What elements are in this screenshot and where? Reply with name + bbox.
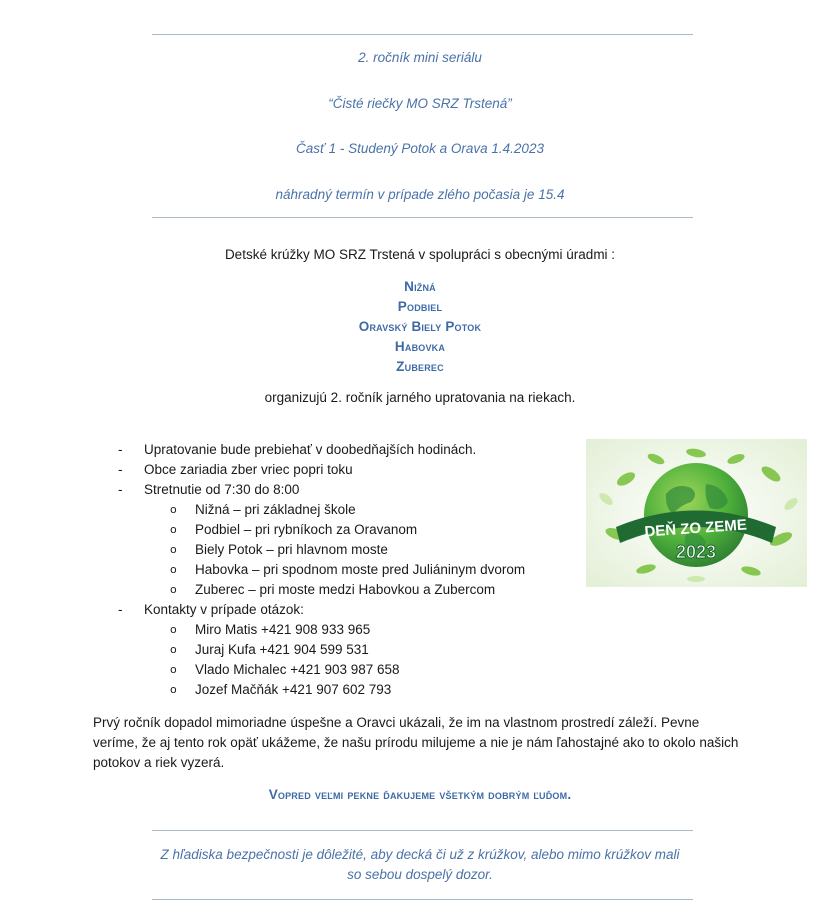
village-nizna: Nižná (404, 279, 436, 294)
dash-marker: - (118, 462, 123, 477)
header-line-3: Časť 1 - Studený Potok a Orava 1.4.2023 (296, 141, 544, 156)
top-rule (152, 34, 693, 35)
header-line-2: “Čisté riečky MO SRZ Trstená” (328, 96, 512, 111)
bullet-text: Kontakty v prípade otázok: (144, 602, 304, 617)
meeting-point: Podbiel – pri rybníkoch za Oravanom (195, 522, 418, 537)
circle-marker: o (170, 643, 177, 656)
header-bottom-rule (152, 217, 693, 218)
circle-marker: o (170, 683, 177, 696)
thanks-text: Vopred veľmi pekne ďakujeme všetkým dobrým ľuďom. (268, 787, 572, 802)
safety-top-rule (152, 830, 693, 831)
dash-marker: - (118, 442, 123, 457)
bullet-text: Upratovanie bude prebiehať v doobedňajších hodinách. (144, 442, 477, 457)
header-line-1: 2. ročník mini seriálu (358, 50, 482, 65)
contact: Miro Matis +421 908 933 965 (195, 622, 371, 637)
meeting-point: Zuberec – pri moste medzi Habovkou a Zubercom (195, 582, 496, 597)
badge-title: DEŇ ZO ZEME (643, 516, 748, 541)
circle-marker: o (170, 663, 177, 676)
contact: Vlado Michalec +421 903 987 658 (195, 662, 400, 677)
circle-marker: o (170, 503, 177, 516)
village-zuberec: Zuberec (396, 359, 444, 374)
contact: Jozef Mačňák +421 907 602 793 (195, 682, 392, 697)
summary-paragraph: Prvý ročník dopadol mimoriadne úspešne a Oravci ukázali, že im na vlastnom prostredí záleží. Pevne veríme, že aj tento rok opäť ukážeme, že našu prírodu milujeme a nie je nám ľahostajné ako to okolo našich potokov a riek vyzerá. (93, 715, 739, 770)
meeting-point: Nižná – pri základnej škole (195, 502, 356, 517)
dash-marker: - (118, 482, 123, 497)
earth-day-graphic (586, 439, 807, 587)
badge-year: 2023 (675, 542, 717, 562)
village-oravsky-biely-potok: Oravský Biely Potok (358, 319, 482, 334)
contact: Juraj Kufa +421 904 599 531 (195, 642, 369, 657)
meeting-point: Habovka – pri spodnom moste pred Juliáninym dvorom (195, 562, 526, 577)
bullet-text: Stretnutie od 7:30 do 8:00 (144, 482, 300, 497)
organize-text: organizujú 2. ročník jarného upratovania na riekach. (264, 390, 576, 405)
village-podbiel: Podbiel (397, 299, 443, 314)
circle-marker: o (170, 623, 177, 636)
meeting-point: Biely Potok – pri hlavnom moste (195, 542, 388, 557)
village-habovka: Habovka (394, 339, 446, 354)
safety-bottom-rule (152, 899, 693, 900)
earth-day-badge-image (586, 439, 807, 587)
bullet-text: Obce zariadia zber vriec popri toku (144, 462, 353, 477)
header-line-4: náhradný termín v prípade zlého počasia je 15.4 (275, 187, 565, 202)
safety-line-1: Z hľadiska bezpečnosti je dôležité, aby decká či už z krúžkov, alebo mimo krúžkov mali (160, 847, 680, 862)
circle-marker: o (170, 543, 177, 556)
circle-marker: o (170, 583, 177, 596)
dash-marker: - (118, 602, 123, 617)
intro-text: Detské krúžky MO SRZ Trstená v spolupráci s obecnými úradmi : (224, 247, 616, 262)
circle-marker: o (170, 563, 177, 576)
circle-marker: o (170, 523, 177, 536)
safety-line-2: so sebou dospelý dozor. (347, 867, 493, 882)
